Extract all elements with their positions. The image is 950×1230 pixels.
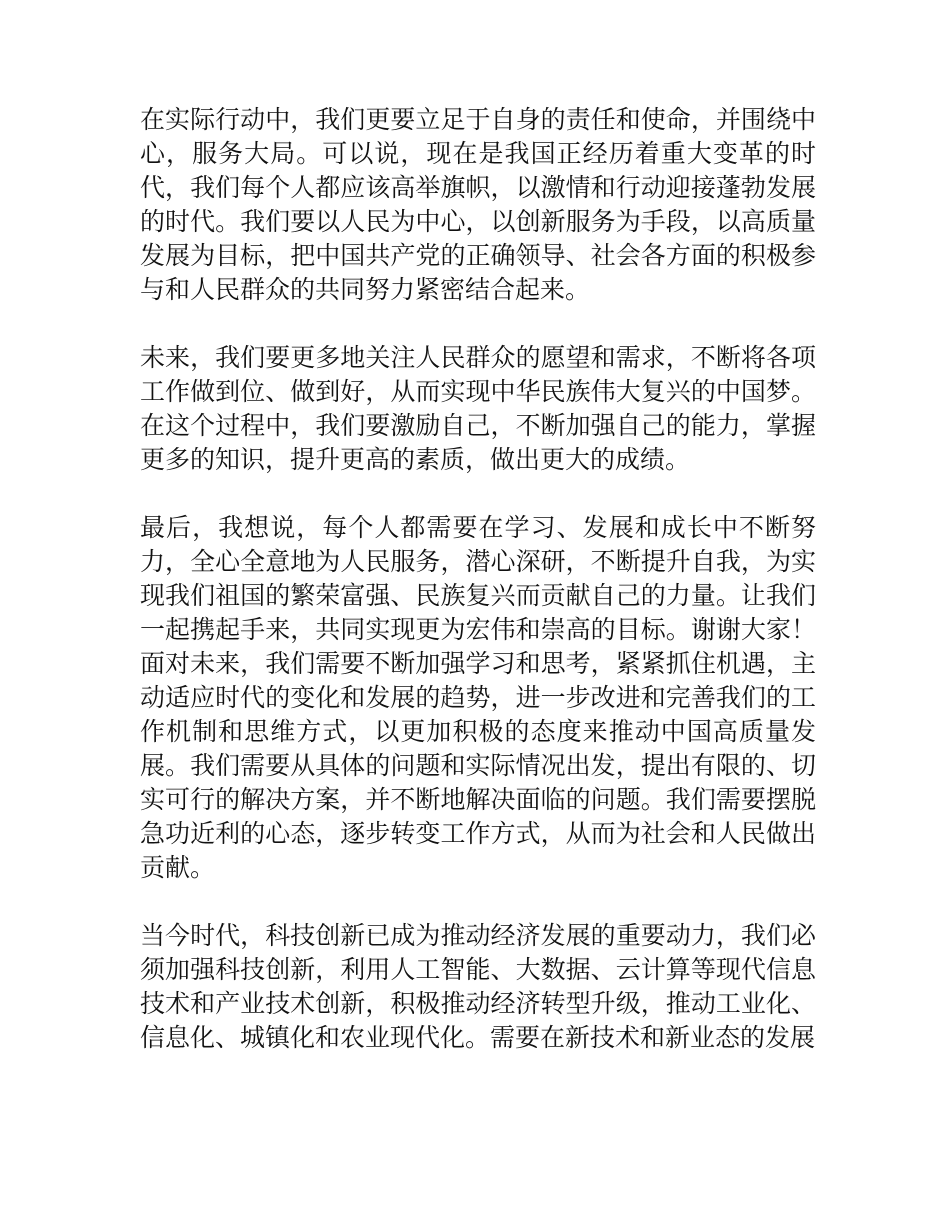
paragraph-2: 未来，我们要更多地关注人民群众的愿望和需求，不断将各项工作做到位、做到好，从而实现中华民族伟大复兴的中国梦。在这个过程中，我们要激励自己，不断加强自己的能力，掌握更多的知识，提升更高的素质，做出更大的成绩。 (140, 343, 816, 474)
document-body (140, 103, 816, 1089)
paragraph-3: 最后，我想说，每个人都需要在学习、发展和成长中不断努力，全心全意地为人民服务，潜心深研，不断提升自我，为实现我们祖国的繁荣富强、民族复兴而贡献自己的力量。让我们一起携起手来，共同实现更为宏伟和崇高的目标。谢谢大家！面对未来，我们需要不断加强学习和思考，紧紧抓住机遇，主动适应时代的变化和发展的趋势，进一步改进和完善我们的工作机制和思维方式，以更加积极的态度来推动中国高质量发展。我们需要从具体的问题和实际情况出发，提出有限的、切实可行的解决方案，并不断地解决面临的问题。我们需要摆脱急功近利的心态，逐步转变工作方式，从而为社会和人民做出贡献。 (140, 513, 816, 882)
paragraph-1: 在实际行动中，我们更要立足于自身的责任和使命，并围绕中心，服务大局。可以说，现在是我国正经历着重大变革的时代，我们每个人都应该高举旗帜，以激情和行动迎接蓬勃发展的时代。我们要以人民为中心，以创新服务为手段，以高质量发展为目标，把中国共产党的正确领导、社会各方面的积极参与和人民群众的共同努力紧密结合起来。 (140, 105, 816, 304)
paragraph-4: 当今时代，科技创新已成为推动经济发展的重要动力，我们必须加强科技创新，利用人工智能、大数据、云计算等现代信息技术和产业技术创新，积极推动经济转型升级，推动工业化、信息化、城镇化和农业现代化。需要在新技术和新业态的发展 (140, 921, 816, 1052)
